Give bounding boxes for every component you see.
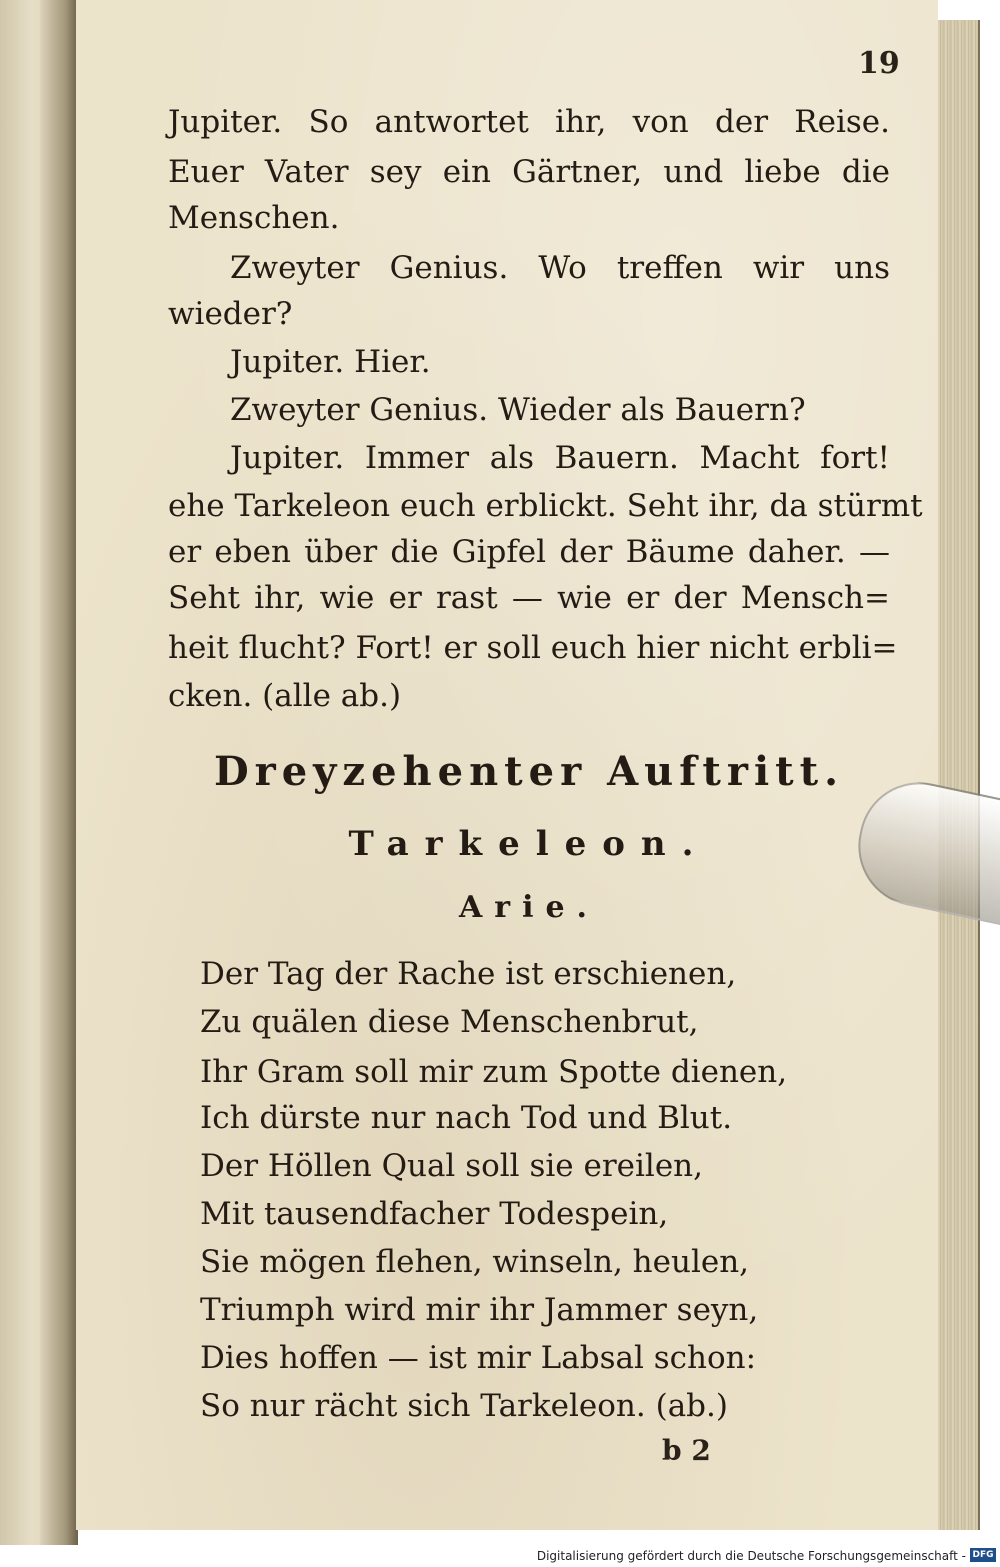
verse-line: Mit tausendfacher Todespein,	[200, 1196, 669, 1232]
verse-line: Zu quälen diese Menschenbrut,	[200, 1004, 699, 1040]
verse-line: Der Höllen Qual soll sie ereilen,	[200, 1148, 703, 1184]
verse-line: Dies hoffen — ist mir Labsal schon:	[200, 1340, 757, 1376]
verse-line: Ihr Gram soll mir zum Spotte dienen,	[200, 1054, 788, 1090]
text-line: wieder?	[168, 296, 293, 332]
verse-line: Der Tag der Rache ist erschienen,	[200, 956, 737, 992]
dfg-logo: DFG	[970, 1548, 996, 1562]
book-gutter	[40, 0, 78, 1545]
text-line: Seht ihr, wie er rast — wie er der Mensch=	[168, 580, 890, 616]
text-line: Jupiter. Hier.	[230, 344, 431, 380]
text-line: er eben über die Gipfel der Bäume daher. —	[168, 534, 890, 570]
text-line: heit flucht? Fort! er soll euch hier nicht erbli=	[168, 630, 898, 666]
signature-mark: b 2	[662, 1434, 711, 1467]
text-line: Euer Vater sey ein Gärtner, und liebe die	[168, 154, 890, 190]
text-line: Menschen.	[168, 200, 340, 236]
text-line: Jupiter. So antwortet ihr, von der Reise.	[168, 104, 890, 140]
text-line: Jupiter. Immer als Bauern. Macht fort!	[230, 440, 890, 476]
funding-credit: Digitalisierung gefördert durch die Deutsche Forschungsgemeinschaft -	[536, 1549, 966, 1563]
text-line: Zweyter Genius. Wo treffen wir uns	[230, 250, 890, 286]
verse-line: Sie mögen flehen, winseln, heulen,	[200, 1244, 750, 1280]
page-number: 19	[858, 46, 900, 81]
page-edges-right	[934, 20, 980, 1530]
text-line: Zweyter Genius. Wieder als Bauern?	[230, 392, 806, 428]
verse-line: Triumph wird mir ihr Jammer seyn,	[200, 1292, 759, 1328]
verse-line: Ich dürste nur nach Tod und Blut.	[200, 1100, 733, 1136]
character-name: Tarkeleon.	[348, 824, 710, 864]
scene-heading: Dreyzehenter Auftritt.	[213, 748, 845, 795]
text-line: cken. (alle ab.)	[168, 678, 402, 714]
verse-line: So nur rächt sich Tarkeleon. (ab.)	[200, 1388, 728, 1424]
text-line: ehe Tarkeleon euch erblickt. Seht ihr, da stürmt	[168, 488, 923, 524]
aria-label: Arie.	[458, 890, 599, 925]
